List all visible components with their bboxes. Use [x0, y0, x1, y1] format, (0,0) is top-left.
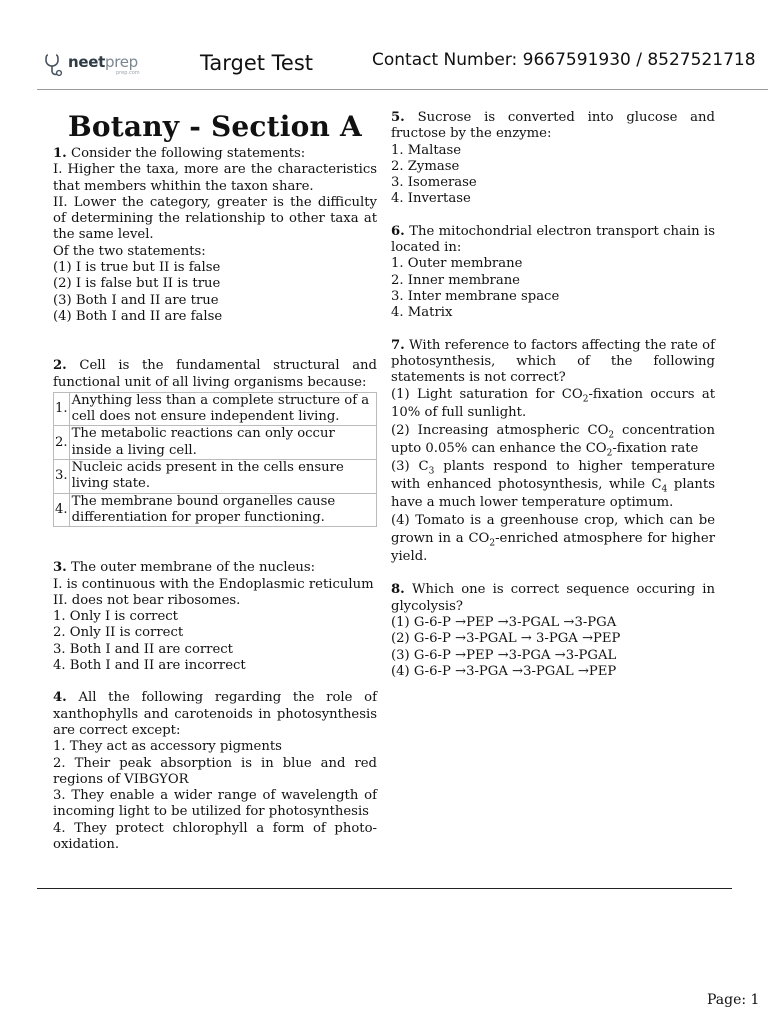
statement-line: II. does not bear ribosomes.: [53, 592, 241, 608]
option[interactable]: 4. Matrix: [391, 305, 453, 321]
option[interactable]: 2. Zymase: [391, 158, 460, 174]
option[interactable]: 1. Outer membrane: [391, 256, 523, 272]
option[interactable]: 3. Both I and II are correct: [53, 641, 233, 657]
question-3: [53, 560, 377, 674]
statement-line: I. Higher the taxa, more are the characteristics that members whithin the taxon share.: [53, 162, 377, 194]
question-1: [53, 146, 377, 325]
logo-wordmark: neetprep: [68, 53, 138, 71]
option[interactable]: (2) Increasing atmospheric $CO_2$ concentration upto 0.05% can enhance the $CO_2$-fixation rate: [391, 423, 715, 460]
option[interactable]: (1) G-6-P →PEP →3-PGAL →3-PGA: [391, 615, 617, 631]
question-number: 8.: [391, 582, 405, 598]
option[interactable]: (2) G-6-P →3-PGAL → 3-PGA →PEP: [391, 631, 621, 647]
question-number: 4.: [53, 690, 67, 706]
question-number: 6.: [391, 223, 405, 239]
contact-number: Contact Number: 9667591930 / 8527521718: [372, 50, 756, 70]
question-number: 7.: [391, 337, 405, 353]
question-number: 5.: [391, 110, 405, 125]
statement-line: Of the two statements:: [53, 243, 206, 259]
option[interactable]: (4) Tomato is a greenhouse crop, which can be grown in a $CO_2$-enriched atmosphere for higher yield.: [391, 513, 715, 565]
option-text: Nucleic acids present in the cells ensure living state.: [69, 460, 376, 494]
question-2: [53, 358, 377, 527]
option[interactable]: 2. Only II is correct: [53, 625, 184, 641]
page-number: Page: 1: [707, 992, 760, 1008]
question-stem: 6. The mitochondrial electron transport chain is located in:: [391, 223, 715, 256]
options-table: [53, 392, 377, 527]
option[interactable]: 1. They act as accessory pigments: [53, 739, 282, 755]
table-row[interactable]: [54, 493, 377, 527]
option[interactable]: 1. Maltase: [391, 142, 462, 158]
option[interactable]: 4. They protect chlorophyll a form of photo-oxidation.: [53, 820, 377, 852]
stethoscope-icon: [44, 52, 66, 78]
footer-divider: [37, 888, 732, 889]
question-8: [391, 582, 715, 680]
question-number: 2.: [53, 358, 67, 374]
option[interactable]: (3) Both I and II are true: [53, 292, 219, 308]
question-stem: 8. Which one is correct sequence occuring in glycolysis?: [391, 582, 715, 614]
table-row[interactable]: [54, 460, 377, 494]
option[interactable]: 3. They enable a wider range of wavelength of incoming light to be utilized for photosynthesis: [53, 788, 377, 820]
question-stem: 7. With reference to factors affecting the rate of photosynthesis, which of the following statements is not correct?: [391, 337, 715, 386]
right-column: [391, 110, 715, 680]
question-stem: 1. Consider the following statements:: [53, 146, 306, 161]
header-divider: [37, 89, 768, 90]
question-6: [391, 224, 715, 322]
option-number: 4.: [54, 493, 70, 527]
question-7: [391, 338, 715, 567]
section-title: Botany - Section A: [68, 110, 362, 143]
left-column: [53, 110, 377, 853]
option[interactable]: (1) I is true but II is false: [53, 260, 221, 276]
question-stem: 2. Cell is the fundamental structural and functional unit of all living organisms because:: [53, 358, 377, 390]
option[interactable]: (3) G-6-P →PEP →3-PGA →3-PGAL: [391, 647, 617, 663]
option[interactable]: 2. Inner membrane: [391, 272, 520, 288]
question-stem: 5. Sucrose is converted into glucose and fructose by the enzyme:: [391, 110, 715, 142]
question-number: 3.: [53, 560, 67, 576]
option-text: The membrane bound organelles cause differentiation for proper functioning.: [69, 493, 376, 527]
option[interactable]: (1) Light saturation for $CO_2$-fixation occurs at 10% of full sunlight.: [391, 387, 715, 421]
test-title: Target Test: [200, 51, 313, 75]
logo-subtext: prep.com: [116, 70, 140, 76]
option-number: 1.: [54, 392, 70, 426]
neetprep-logo: [44, 52, 154, 78]
option-text: The metabolic reactions can only occur inside a living cell.: [69, 426, 376, 460]
option[interactable]: (3) $C_3$ plants respond to higher temperature with enhanced photosynthesis, while $C_4$ plants have a much lower temperature optimum.: [391, 459, 715, 511]
option[interactable]: (4) G-6-P →3-PGA →3-PGAL →PEP: [391, 663, 617, 679]
option[interactable]: 4. Both I and II are incorrect: [53, 658, 246, 674]
option[interactable]: 3. Isomerase: [391, 175, 477, 191]
option[interactable]: (2) I is false but II is true: [53, 276, 221, 292]
question-stem: 4. All the following regarding the role of xanthophylls and carotenoids in photosynthesis are correct except:: [53, 690, 377, 738]
statement-line: II. Lower the category, greater is the difficulty of determining the relationship to other taxa at the same level.: [53, 194, 377, 243]
question-5: [391, 110, 715, 208]
question-4: [53, 690, 377, 853]
option[interactable]: (4) Both I and II are false: [53, 308, 223, 324]
question-stem: 3. The outer membrane of the nucleus:: [53, 560, 316, 576]
option-number: 2.: [54, 426, 70, 460]
option[interactable]: 4. Invertase: [391, 191, 471, 207]
table-row[interactable]: [54, 426, 377, 460]
page-header: [0, 0, 768, 90]
option-number: 3.: [54, 460, 70, 494]
question-number: 1.: [53, 146, 67, 161]
statement-line: I. is continuous with the Endoplasmic reticulum: [53, 576, 374, 592]
option[interactable]: 3. Inter membrane space: [391, 288, 560, 304]
option[interactable]: 2. Their peak absorption is in blue and red regions of VIBGYOR: [53, 755, 377, 787]
option[interactable]: 1. Only I is correct: [53, 609, 178, 625]
option-text: Anything less than a complete structure of a cell does not ensure independent living.: [69, 392, 376, 426]
table-row[interactable]: [54, 392, 377, 426]
